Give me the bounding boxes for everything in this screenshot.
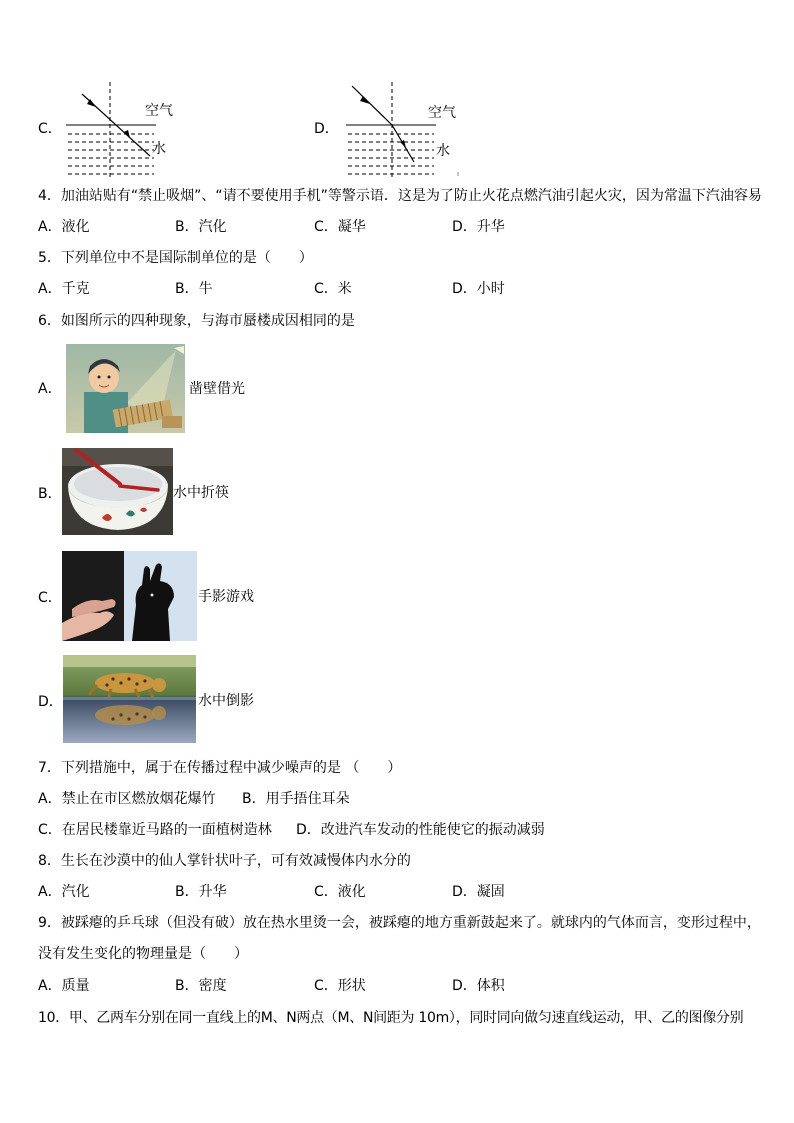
- figure-c-label: C．: [38, 121, 62, 137]
- air-label-d: 空气: [428, 105, 456, 121]
- leopard-reflection-image[interactable]: [63, 655, 196, 743]
- question-9-text-line-1: 9．被踩瘪的乒乓球（但没有破）放在热水里烫一会，被踩瘪的地方重新鼓起来了。就球内的气体而言，变形过程中，: [38, 915, 761, 931]
- option-c[interactable]: C．液化: [314, 884, 366, 900]
- option-c-caption: 手影游戏: [198, 589, 254, 605]
- option-a[interactable]: A．千克: [38, 281, 90, 297]
- option-c-label: C．: [38, 590, 62, 606]
- option-a-caption: 凿壁借光: [189, 381, 245, 397]
- option-a[interactable]: A．液化: [38, 219, 90, 235]
- option-d-label: D．: [38, 694, 63, 710]
- hand-shadow-image[interactable]: [62, 551, 197, 641]
- option-b[interactable]: B．汽化: [175, 219, 227, 235]
- option-b-label: B．: [38, 486, 62, 502]
- question-10-text: 10．甲、乙两车分别在同一直线上的M、N两点（M、N间距为 10m），同时同向做匀速直线运动，甲、乙的图像分别: [38, 1010, 744, 1026]
- option-c[interactable]: C．凝华: [314, 219, 366, 235]
- question-4-text: 4．加油站贴有“禁止吸烟”、“请不要使用手机”等警示语．这是为了防止火花点燃汽油引起火灾，因为常温下汽油容易: [38, 188, 762, 204]
- option-d[interactable]: D．体积: [452, 978, 505, 994]
- chopstick-in-bowl-image[interactable]: [62, 448, 173, 535]
- option-a[interactable]: A．汽化: [38, 884, 90, 900]
- option-d-caption: 水中倒影: [198, 693, 254, 709]
- option-b-caption: 水中折筷: [173, 485, 229, 501]
- refraction-diagram-c: [62, 80, 192, 180]
- question-5-text: 5．下列单位中不是国际制单位的是（ ）: [38, 250, 313, 266]
- option-b[interactable]: B．密度: [175, 978, 227, 994]
- water-label-c: 水: [152, 141, 166, 157]
- option-c[interactable]: C．形状: [314, 978, 366, 994]
- option-d[interactable]: D．凝固: [452, 884, 505, 900]
- question-8-text: 8．生长在沙漠中的仙人掌针状叶子，可有效减慢体内水分的: [38, 853, 411, 869]
- question-6-text: 6．如图所示的四种现象，与海市蜃楼成因相同的是: [38, 313, 355, 329]
- option-b[interactable]: B．牛: [175, 281, 213, 297]
- option-c[interactable]: C．米: [314, 281, 352, 297]
- water-label-d: 水: [436, 143, 450, 159]
- option-d[interactable]: D．小时: [452, 281, 505, 297]
- option-a[interactable]: A．禁止在市区燃放烟花爆竹: [38, 791, 216, 807]
- figure-d-label: D．: [314, 121, 339, 137]
- option-d[interactable]: D．升华: [452, 219, 505, 235]
- option-b[interactable]: B．升华: [175, 884, 227, 900]
- question-9-text-line-2: 没有发生变化的物理量是（ ）: [38, 946, 248, 962]
- option-b[interactable]: B．用手捂住耳朵: [242, 791, 350, 807]
- option-d[interactable]: D．改进汽车发动的性能使它的振动减弱: [296, 822, 545, 838]
- question-7-text: 7．下列措施中，属于在传播过程中减少噪声的是 （ ）: [38, 760, 402, 776]
- option-c[interactable]: C．在居民楼靠近马路的一面植树造林: [38, 822, 272, 838]
- boy-reading-by-light-image[interactable]: [66, 344, 185, 433]
- option-a-label: A．: [38, 381, 62, 397]
- air-label-c: 空气: [145, 103, 173, 119]
- option-a[interactable]: A．质量: [38, 978, 90, 994]
- refraction-diagram-d: [340, 80, 470, 180]
